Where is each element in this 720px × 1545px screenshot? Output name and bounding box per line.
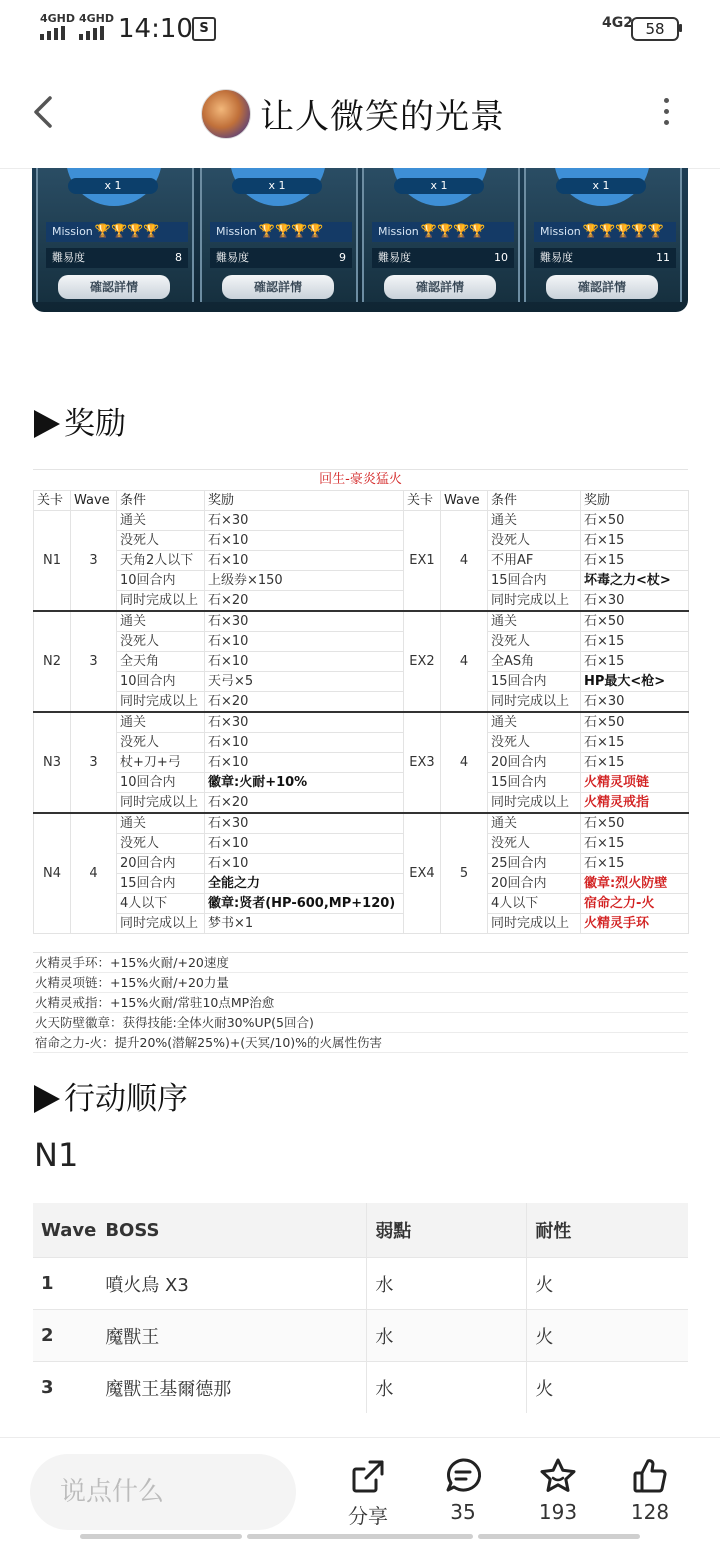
- table-row: [34, 894, 689, 914]
- chevron-left-icon[interactable]: [30, 92, 60, 132]
- table-cell: 噴火鳥 X3: [97, 1258, 367, 1310]
- table-row: [34, 733, 689, 753]
- table-row: [34, 813, 689, 834]
- stage-subheading: N1: [34, 1136, 79, 1174]
- table-cell: 徽章:烈火防壁: [581, 874, 689, 894]
- triangle-bullet-icon: [34, 410, 60, 438]
- mobile-data-indicator: 4G2: [602, 15, 633, 31]
- table-cell: 石×30: [581, 591, 689, 612]
- table-row: [34, 591, 689, 612]
- table-cell: 天弓×5: [205, 672, 404, 692]
- table-row: [34, 551, 689, 571]
- table-cell: 梦书×1: [205, 914, 404, 934]
- difficulty-row: [210, 248, 352, 268]
- battery-tip: [679, 24, 682, 32]
- comment-input[interactable]: 说点什么: [30, 1454, 296, 1530]
- table-cell: 全天角: [117, 652, 205, 672]
- share-icon: [348, 1456, 388, 1496]
- confirm-details-button: 確認詳情: [546, 275, 658, 299]
- table-row: [34, 834, 689, 854]
- table-cell: 2: [33, 1310, 97, 1362]
- table-cell: 20回合内: [117, 854, 205, 874]
- difficulty-value: 10: [494, 251, 508, 264]
- note-line: 火精灵手环：+15%火耐/+20速度: [33, 953, 688, 973]
- network-type-2: 4GHD: [79, 12, 115, 25]
- table-cell: 同时完成以上: [488, 591, 581, 612]
- share-button[interactable]: [328, 1456, 408, 1529]
- table-cell: 15回合内: [488, 571, 581, 591]
- column-header: 弱點: [367, 1203, 527, 1258]
- table-header-row: [34, 491, 689, 511]
- table-cell: 4人以下: [117, 894, 205, 914]
- status-bar: [0, 0, 720, 58]
- table-row: [34, 511, 689, 531]
- table-cell: 4: [441, 511, 488, 612]
- trophy-icon: 🏆🏆🏆🏆: [420, 224, 486, 239]
- table-cell: 10回合内: [117, 571, 205, 591]
- more-vertical-icon[interactable]: [662, 98, 670, 128]
- table-row: [34, 571, 689, 591]
- confirm-details-button: 確認詳情: [58, 275, 170, 299]
- gesture-indicator: [478, 1534, 640, 1539]
- table-cell: 魔獸王基爾德那: [97, 1362, 367, 1414]
- star-icon: [538, 1456, 578, 1496]
- table-cell: 火: [527, 1310, 688, 1362]
- table-cell: 坏毒之力<杖>: [581, 571, 689, 591]
- table-cell: N1: [34, 511, 71, 612]
- table-row: [34, 793, 689, 814]
- table-cell: 没死人: [488, 531, 581, 551]
- table-cell: 3: [71, 712, 117, 813]
- note-line: 火精灵项链：+15%火耐/+20力量: [33, 973, 688, 993]
- difficulty-value: 9: [339, 251, 346, 264]
- item-count: x 1: [232, 178, 322, 194]
- table-cell: 火: [527, 1362, 688, 1414]
- table-cell: 徽章:火耐+10%: [205, 773, 404, 793]
- favorite-button[interactable]: [518, 1456, 598, 1524]
- table-cell: EX1: [404, 511, 441, 612]
- table-cell: 石×15: [581, 834, 689, 854]
- table-cell: EX3: [404, 712, 441, 813]
- stage-card: [200, 168, 358, 302]
- mission-label: Mission: [52, 225, 93, 238]
- mission-label: Mission: [378, 225, 419, 238]
- table-cell: 通关: [488, 712, 581, 733]
- table-cell: 没死人: [117, 531, 205, 551]
- table-cell: 1: [33, 1258, 97, 1310]
- difficulty-label: 難易度: [378, 251, 411, 264]
- section-heading-text: 奖励: [64, 406, 126, 442]
- app-header: [0, 58, 720, 169]
- section-heading-rewards: [34, 398, 126, 443]
- table-cell: 通关: [488, 611, 581, 632]
- table-cell: 石×15: [581, 753, 689, 773]
- mission-label: Mission: [216, 225, 257, 238]
- table-cell: 没死人: [488, 834, 581, 854]
- table-cell: 不用AF: [488, 551, 581, 571]
- table-cell: 石×10: [205, 652, 404, 672]
- comment-icon: [443, 1456, 483, 1496]
- table-row: [34, 531, 689, 551]
- table-cell: 火精灵手环: [581, 914, 689, 934]
- table-row: [33, 1310, 688, 1362]
- table-row: [34, 692, 689, 713]
- table-cell: 石×10: [205, 854, 404, 874]
- item-count: x 1: [556, 178, 646, 194]
- table-cell: 水: [367, 1362, 527, 1414]
- table-cell: 石×50: [581, 611, 689, 632]
- status-time: 14:10: [118, 14, 193, 44]
- table-cell: 奖励: [581, 491, 689, 511]
- table-cell: 火: [527, 1258, 688, 1310]
- table-cell: 火精灵项链: [581, 773, 689, 793]
- table-cell: 同时完成以上: [488, 914, 581, 934]
- item-count: x 1: [394, 178, 484, 194]
- reward-table: [33, 490, 689, 934]
- notification-icon: S: [192, 17, 216, 41]
- table-cell: 石×30: [205, 813, 404, 834]
- table-row: [34, 611, 689, 632]
- stage-card: [362, 168, 520, 302]
- table-cell: Wave: [441, 491, 488, 511]
- table-cell: 关卡: [34, 491, 71, 511]
- table-cell: 石×15: [581, 531, 689, 551]
- stage-card: [524, 168, 682, 302]
- table-cell: 全AS角: [488, 652, 581, 672]
- table-cell: Wave: [71, 491, 117, 511]
- table-cell: 通关: [117, 712, 205, 733]
- table-row: [34, 652, 689, 672]
- table-cell: 通关: [117, 511, 205, 531]
- share-label: 分享: [348, 1504, 388, 1528]
- difficulty-row: [46, 248, 188, 268]
- mission-label: Mission: [540, 225, 581, 238]
- gesture-indicator: [247, 1534, 473, 1539]
- mission-row: [46, 222, 188, 242]
- table-cell: 石×10: [205, 531, 404, 551]
- table-cell: 10回合内: [117, 672, 205, 692]
- table-cell: 同时完成以上: [488, 793, 581, 814]
- comment-button[interactable]: [423, 1456, 503, 1524]
- table-cell: 石×30: [205, 712, 404, 733]
- reward-table-title: 回生-豪炎猛火: [33, 469, 688, 490]
- table-cell: 没死人: [488, 733, 581, 753]
- table-cell: 石×10: [205, 834, 404, 854]
- comment-count: 35: [450, 1500, 476, 1524]
- column-header: Wave: [33, 1203, 97, 1258]
- section-heading-action-order: [34, 1073, 188, 1118]
- signal-icon-2: [79, 26, 104, 40]
- table-cell: 同时完成以上: [117, 793, 205, 814]
- stage-card: [36, 168, 194, 302]
- table-cell: 石×20: [205, 692, 404, 713]
- table-cell: 同时完成以上: [117, 591, 205, 612]
- table-cell: 同时完成以上: [117, 692, 205, 713]
- table-cell: 通关: [117, 813, 205, 834]
- difficulty-value: 8: [175, 251, 182, 264]
- difficulty-label: 難易度: [52, 251, 85, 264]
- table-cell: 石×10: [205, 753, 404, 773]
- difficulty-value: 11: [656, 251, 670, 264]
- mission-row: [534, 222, 676, 242]
- table-cell: 15回合内: [488, 773, 581, 793]
- table-cell: 石×10: [205, 551, 404, 571]
- column-header: 耐性: [527, 1203, 688, 1258]
- like-count: 128: [630, 1500, 670, 1524]
- table-cell: 石×10: [205, 632, 404, 652]
- table-cell: 宿命之力-火: [581, 894, 689, 914]
- trophy-icon: 🏆🏆🏆🏆: [258, 224, 324, 239]
- table-cell: 上级券×150: [205, 571, 404, 591]
- trophy-icon: 🏆🏆🏆🏆: [94, 224, 160, 239]
- bottom-action-bar: [0, 1437, 720, 1545]
- mission-row: [372, 222, 514, 242]
- table-cell: 通关: [488, 511, 581, 531]
- reward-table-image: [33, 469, 688, 1053]
- table-cell: HP最大<枪>: [581, 672, 689, 692]
- page-title: 让人微笑的光景: [260, 97, 505, 137]
- table-row: [34, 712, 689, 733]
- table-cell: 石×15: [581, 551, 689, 571]
- table-cell: 没死人: [117, 733, 205, 753]
- difficulty-label: 難易度: [216, 251, 249, 264]
- difficulty-label: 難易度: [540, 251, 573, 264]
- trophy-icon: 🏆🏆🏆🏆🏆: [582, 224, 664, 239]
- boss-order-table: [33, 1203, 688, 1413]
- confirm-details-button: 確認詳情: [222, 275, 334, 299]
- table-cell: 3: [33, 1362, 97, 1414]
- table-cell: 石×15: [581, 652, 689, 672]
- table-header-row: [33, 1203, 688, 1258]
- table-cell: 徽章:贤者(HP-600,MP+120): [205, 894, 404, 914]
- confirm-details-button: 確認詳情: [384, 275, 496, 299]
- table-row: [34, 854, 689, 874]
- table-cell: 石×10: [205, 733, 404, 753]
- table-cell: 水: [367, 1258, 527, 1310]
- table-cell: 5: [441, 813, 488, 934]
- table-cell: 石×50: [581, 511, 689, 531]
- note-line: 火精灵戒指：+15%火耐/常驻10点MP治愈: [33, 993, 688, 1013]
- mission-row: [210, 222, 352, 242]
- table-cell: 石×20: [205, 591, 404, 612]
- gesture-indicator: [80, 1534, 242, 1539]
- signal-icon-1: [40, 26, 65, 40]
- battery-icon: 58: [631, 17, 679, 41]
- table-cell: 石×20: [205, 793, 404, 814]
- note-line: 宿命之力-火：提升20%(潜解25%)+(天冥/10)%的火属性伤害: [33, 1033, 688, 1053]
- table-cell: EX4: [404, 813, 441, 934]
- table-cell: 石×15: [581, 733, 689, 753]
- table-cell: 4: [441, 712, 488, 813]
- table-cell: 石×50: [581, 712, 689, 733]
- table-cell: 水: [367, 1310, 527, 1362]
- table-cell: 通关: [488, 813, 581, 834]
- table-cell: 4: [441, 611, 488, 712]
- table-cell: 25回合内: [488, 854, 581, 874]
- table-cell: 火精灵戒指: [581, 793, 689, 814]
- table-cell: 石×30: [581, 692, 689, 713]
- table-cell: 杖+刀+弓: [117, 753, 205, 773]
- table-row: [33, 1362, 688, 1414]
- reward-notes: [33, 952, 688, 1053]
- table-cell: 通关: [117, 611, 205, 632]
- table-cell: 魔獸王: [97, 1310, 367, 1362]
- table-cell: 没死人: [488, 632, 581, 652]
- table-cell: 20回合内: [488, 753, 581, 773]
- thumbs-up-icon: [630, 1456, 670, 1496]
- note-line: 火天防壁徽章：获得技能:全体火耐30%UP(5回合): [33, 1013, 688, 1033]
- table-cell: 15回合内: [117, 874, 205, 894]
- table-cell: N2: [34, 611, 71, 712]
- table-cell: 同时完成以上: [117, 914, 205, 934]
- column-header: BOSS: [97, 1203, 367, 1258]
- table-cell: 3: [71, 511, 117, 612]
- table-row: [34, 632, 689, 652]
- table-cell: 4人以下: [488, 894, 581, 914]
- table-cell: N4: [34, 813, 71, 934]
- table-cell: 20回合内: [488, 874, 581, 894]
- table-cell: 石×15: [581, 854, 689, 874]
- table-cell: 15回合内: [488, 672, 581, 692]
- table-cell: 10回合内: [117, 773, 205, 793]
- table-cell: N3: [34, 712, 71, 813]
- table-cell: 条件: [117, 491, 205, 511]
- avatar[interactable]: [201, 89, 251, 139]
- difficulty-row: [534, 248, 676, 268]
- stage-banner-image: [32, 168, 688, 312]
- table-cell: EX2: [404, 611, 441, 712]
- table-cell: 奖励: [205, 491, 404, 511]
- table-cell: 同时完成以上: [488, 692, 581, 713]
- table-row: [34, 753, 689, 773]
- favorite-count: 193: [538, 1500, 578, 1524]
- table-row: [34, 773, 689, 793]
- table-cell: 全能之力: [205, 874, 404, 894]
- section-heading-text: 行动顺序: [64, 1081, 188, 1117]
- triangle-bullet-icon: [34, 1085, 60, 1113]
- table-cell: 石×50: [581, 813, 689, 834]
- item-count: x 1: [68, 178, 158, 194]
- table-cell: 关卡: [404, 491, 441, 511]
- table-cell: 4: [71, 813, 117, 934]
- table-row: [34, 672, 689, 692]
- table-row: [33, 1258, 688, 1310]
- table-cell: 石×30: [205, 611, 404, 632]
- table-cell: 天角2人以下: [117, 551, 205, 571]
- table-cell: 条件: [488, 491, 581, 511]
- difficulty-row: [372, 248, 514, 268]
- table-cell: 3: [71, 611, 117, 712]
- table-cell: 没死人: [117, 632, 205, 652]
- table-cell: 没死人: [117, 834, 205, 854]
- network-type-1: 4GHD: [40, 12, 76, 25]
- like-button[interactable]: [610, 1456, 690, 1524]
- table-row: [34, 914, 689, 934]
- table-cell: 石×15: [581, 632, 689, 652]
- table-row: [34, 874, 689, 894]
- table-cell: 石×30: [205, 511, 404, 531]
